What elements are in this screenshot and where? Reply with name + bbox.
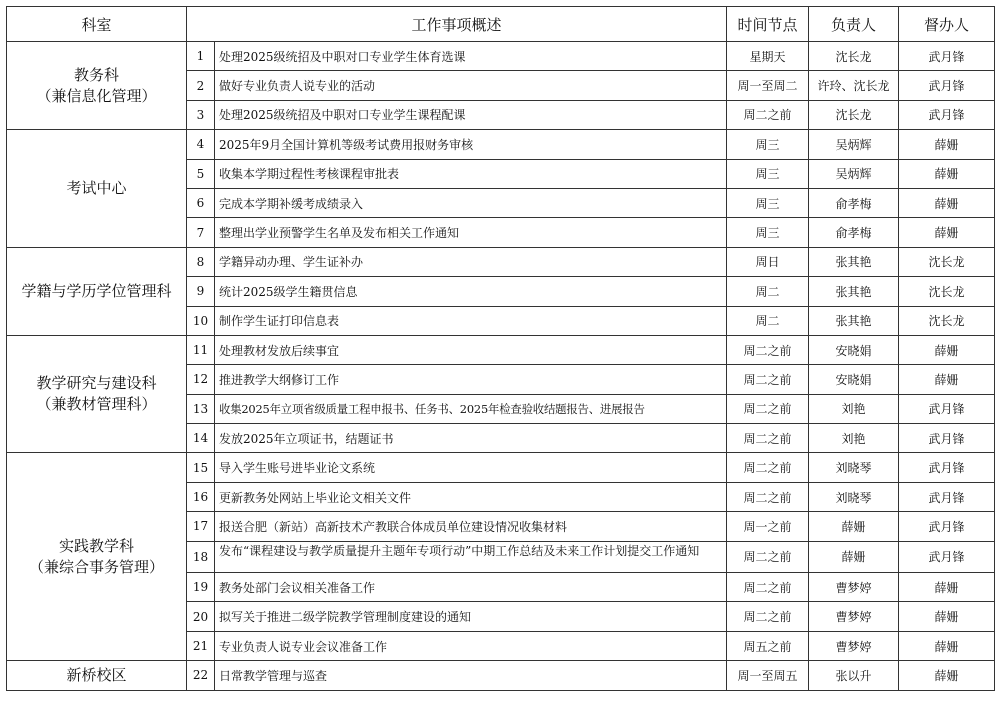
supervisor-name: 武月锋 <box>899 394 995 423</box>
header-dept: 科室 <box>7 7 187 42</box>
time-node: 周二之前 <box>727 424 809 453</box>
supervisor-name: 武月锋 <box>899 100 995 129</box>
dept-name: 教学研究与建设科 <box>36 374 157 393</box>
task-description: 统计2025级学生籍贯信息 <box>215 277 727 306</box>
row-number: 21 <box>187 631 215 660</box>
task-description: 收集2025年立项省级质量工程申报书、任务书、2025年检查验收结题报告、进展报告 <box>215 394 727 423</box>
supervisor-name: 武月锋 <box>899 453 995 482</box>
owner-name: 刘晓琴 <box>809 453 899 482</box>
dept-subtitle: （兼教材管理科） <box>36 395 157 414</box>
time-node: 星期天 <box>727 42 809 71</box>
task-description: 更新教务处网站上毕业论文相关文件 <box>215 482 727 511</box>
row-number: 7 <box>187 218 215 247</box>
dept-cell <box>7 247 187 335</box>
owner-name: 俞孝梅 <box>809 218 899 247</box>
time-node: 周二之前 <box>727 541 809 572</box>
row-number: 19 <box>187 573 215 602</box>
task-description: 专业负责人说专业会议准备工作 <box>215 631 727 660</box>
task-description: 整理出学业预警学生名单及发布相关工作通知 <box>215 218 727 247</box>
time-node: 周二之前 <box>727 602 809 631</box>
dept-cell <box>7 130 187 248</box>
supervisor-name: 薛姗 <box>899 130 995 159</box>
supervisor-name: 薛姗 <box>899 602 995 631</box>
dept-name: 新桥校区 <box>66 665 127 684</box>
row-number: 16 <box>187 482 215 511</box>
supervisor-name: 武月锋 <box>899 42 995 71</box>
owner-name: 曹梦婷 <box>809 602 899 631</box>
owner-name: 曹梦婷 <box>809 573 899 602</box>
owner-name: 许玲、沈长龙 <box>809 71 899 100</box>
owner-name: 沈长龙 <box>809 100 899 129</box>
header-time: 时间节点 <box>727 7 809 42</box>
owner-name: 吴炳辉 <box>809 159 899 188</box>
time-node: 周二之前 <box>727 100 809 129</box>
time-node: 周三 <box>727 159 809 188</box>
owner-name: 薛姗 <box>809 541 899 572</box>
row-number: 15 <box>187 453 215 482</box>
task-description <box>215 541 727 572</box>
row-number: 5 <box>187 159 215 188</box>
supervisor-name: 薛姗 <box>899 661 995 690</box>
row-number: 13 <box>187 394 215 423</box>
time-node: 周五之前 <box>727 631 809 660</box>
time-node: 周二之前 <box>727 335 809 364</box>
task-description: 日常教学管理与巡查 <box>215 661 727 690</box>
owner-name: 薛姗 <box>809 512 899 541</box>
row-number: 17 <box>187 512 215 541</box>
row-number: 14 <box>187 424 215 453</box>
time-node: 周三 <box>727 130 809 159</box>
row-number: 10 <box>187 306 215 335</box>
time-node: 周二 <box>727 277 809 306</box>
owner-name: 张其艳 <box>809 277 899 306</box>
supervisor-name: 薛姗 <box>899 631 995 660</box>
task-description: 拟写关于推进二级学院教学管理制度建设的通知 <box>215 602 727 631</box>
dept-subtitle: （兼信息化管理） <box>36 86 157 105</box>
row-number: 8 <box>187 247 215 276</box>
task-description: 制作学生证打印信息表 <box>215 306 727 335</box>
table-row <box>7 247 995 276</box>
task-description: 处理2025级统招及中职对口专业学生体育选课 <box>215 42 727 71</box>
owner-name: 刘艳 <box>809 424 899 453</box>
owner-name: 张其艳 <box>809 247 899 276</box>
row-number: 18 <box>187 541 215 572</box>
time-node: 周日 <box>727 247 809 276</box>
task-description: 报送合肥（新站）高新技术产教联合体成员单位建设情况收集材料 <box>215 512 727 541</box>
row-number: 4 <box>187 130 215 159</box>
task-description: 处理2025级统招及中职对口专业学生课程配课 <box>215 100 727 129</box>
owner-name: 吴炳辉 <box>809 130 899 159</box>
time-node: 周二之前 <box>727 573 809 602</box>
owner-name: 刘晓琴 <box>809 482 899 511</box>
table-row <box>7 661 995 690</box>
table-header-row <box>7 7 995 42</box>
row-number: 11 <box>187 335 215 364</box>
header-task: 工作事项概述 <box>187 7 727 42</box>
task-description: 处理教材发放后续事宜 <box>215 335 727 364</box>
row-number: 6 <box>187 188 215 217</box>
task-description: 推进教学大纲修订工作 <box>215 365 727 394</box>
owner-name: 安晓娟 <box>809 335 899 364</box>
row-number: 3 <box>187 100 215 129</box>
row-number: 20 <box>187 602 215 631</box>
dept-name: 考试中心 <box>66 178 127 197</box>
row-number: 9 <box>187 277 215 306</box>
owner-name: 刘艳 <box>809 394 899 423</box>
owner-name: 沈长龙 <box>809 42 899 71</box>
time-node: 周二之前 <box>727 453 809 482</box>
task-description: 2025年9月全国计算机等级考试费用报财务审核 <box>215 130 727 159</box>
time-node: 周二之前 <box>727 394 809 423</box>
time-node: 周一至周二 <box>727 71 809 100</box>
table-row <box>7 453 995 482</box>
owner-name: 曹梦婷 <box>809 631 899 660</box>
time-node: 周二 <box>727 306 809 335</box>
supervisor-name: 沈长龙 <box>899 306 995 335</box>
table-row <box>7 42 995 71</box>
time-node: 周三 <box>727 188 809 217</box>
supervisor-name: 武月锋 <box>899 71 995 100</box>
header-owner: 负责人 <box>809 7 899 42</box>
supervisor-name: 武月锋 <box>899 482 995 511</box>
supervisor-name: 薛姗 <box>899 365 995 394</box>
supervisor-name: 沈长龙 <box>899 247 995 276</box>
dept-cell <box>7 453 187 661</box>
header-supervisor: 督办人 <box>899 7 995 42</box>
table-row <box>7 130 995 159</box>
task-description-text: 发布“课程建设与教学质量提升主题年专项行动”中期工作总结及未来工作计划提交工作通知 <box>219 543 700 558</box>
dept-name: 学籍与学历学位管理科 <box>21 281 172 300</box>
supervisor-name: 薛姗 <box>899 573 995 602</box>
supervisor-name: 武月锋 <box>899 424 995 453</box>
dept-name: 实践教学科 <box>58 536 134 555</box>
supervisor-name: 薛姗 <box>899 188 995 217</box>
supervisor-name: 武月锋 <box>899 541 995 572</box>
task-description: 教务处部门会议相关准备工作 <box>215 573 727 602</box>
row-number: 2 <box>187 71 215 100</box>
supervisor-name: 薛姗 <box>899 335 995 364</box>
dept-subtitle: （兼综合事务管理） <box>28 557 164 576</box>
task-description: 做好专业负责人说专业的活动 <box>215 71 727 100</box>
dept-cell <box>7 42 187 130</box>
dept-cell <box>7 335 187 453</box>
supervisor-name: 薛姗 <box>899 218 995 247</box>
row-number: 22 <box>187 661 215 690</box>
time-node: 周三 <box>727 218 809 247</box>
dept-name: 教务科 <box>73 65 119 84</box>
row-number: 12 <box>187 365 215 394</box>
time-node: 周一至周五 <box>727 661 809 690</box>
owner-name: 俞孝梅 <box>809 188 899 217</box>
task-description: 导入学生账号进毕业论文系统 <box>215 453 727 482</box>
supervisor-name: 沈长龙 <box>899 277 995 306</box>
task-description: 收集本学期过程性考核课程审批表 <box>215 159 727 188</box>
task-description: 发放2025年立项证书，结题证书 <box>215 424 727 453</box>
task-description: 完成本学期补缓考成绩录入 <box>215 188 727 217</box>
supervisor-name: 薛姗 <box>899 159 995 188</box>
owner-name: 张以升 <box>809 661 899 690</box>
table-row <box>7 335 995 364</box>
supervisor-name: 武月锋 <box>899 512 995 541</box>
time-node: 周二之前 <box>727 365 809 394</box>
dept-cell <box>7 661 187 690</box>
task-description: 学籍异动办理、学生证补办 <box>215 247 727 276</box>
row-number: 1 <box>187 42 215 71</box>
owner-name: 张其艳 <box>809 306 899 335</box>
owner-name: 安晓娟 <box>809 365 899 394</box>
time-node: 周一之前 <box>727 512 809 541</box>
time-node: 周二之前 <box>727 482 809 511</box>
work-schedule-table <box>6 6 995 691</box>
